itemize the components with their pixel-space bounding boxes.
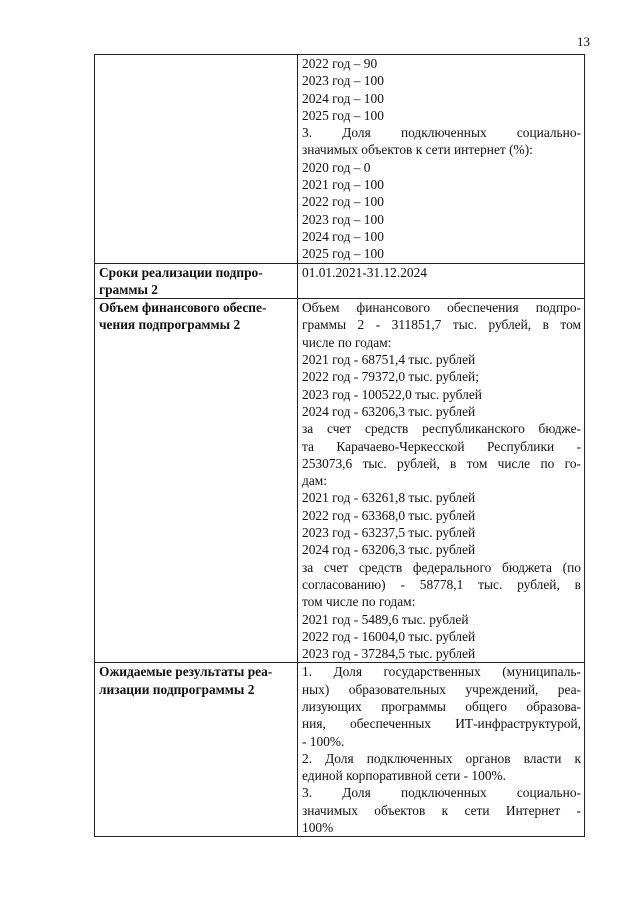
financing-line: числе по годам: — [302, 334, 392, 350]
financing-line: согласованию) - 58778,1 тыс. рублей, в — [302, 576, 581, 592]
financing-label-line: Объем финансового обеспе- — [99, 300, 267, 316]
financing-line: та Карачаево-Черкесской Республики - — [302, 438, 581, 454]
table-row-period — [95, 263, 585, 299]
financing-value-cell — [298, 299, 585, 663]
financing-label-cell — [95, 299, 298, 663]
indicator-year-line: 2022 год – 90 — [302, 56, 378, 71]
indicator-3-title-line: значимых объектов к сети интернет (%): — [302, 142, 533, 158]
financing-line: за счет средств федерального бюджета (по — [302, 559, 581, 575]
financing-line: 2022 год - 79372,0 тыс. рублей; — [302, 369, 479, 385]
results-line: 1. Доля государственных (муниципаль- — [302, 664, 581, 680]
results-line: ных) образовательных учреждений, реа- — [302, 681, 581, 697]
table-row-financing — [95, 299, 585, 663]
results-line: значимых объектов к сети Интернет - — [302, 802, 581, 818]
passport-table — [94, 54, 585, 837]
results-line: лизующих программы общего образова- — [302, 698, 581, 714]
financing-line: 2024 год - 63206,3 тыс. рублей — [302, 403, 476, 419]
period-label-cell — [95, 263, 298, 299]
indicator-year-line: 2024 год – 100 — [302, 228, 384, 244]
results-label-cell — [95, 663, 298, 837]
label-cell-empty — [95, 55, 298, 264]
financing-line: 2022 год - 63368,0 тыс. рублей — [302, 507, 476, 523]
results-line: ния, обеспеченных ИТ-инфраструктурой, — [302, 716, 581, 732]
results-value-cell — [298, 663, 585, 837]
results-line: 3. Доля подключенных социально- — [302, 785, 581, 801]
financing-line: 2023 год - 37284,5 тыс. рублей — [302, 646, 476, 662]
financing-line: 2023 год - 100522,0 тыс. рублей — [302, 386, 482, 402]
financing-line: 253073,6 тыс. рублей, в том числе по го- — [302, 455, 581, 471]
results-label-line: Ожидаемые результаты реа- — [99, 664, 273, 680]
table-row-indicators-continued — [95, 55, 585, 264]
period-value: 01.01.2021-31.12.2024 — [302, 264, 427, 280]
financing-line: том числе по годам: — [302, 594, 416, 610]
indicator-year-line: 2023 год – 100 — [302, 211, 384, 227]
period-value-cell — [298, 263, 585, 299]
results-line: - 100%. — [302, 733, 345, 749]
indicator-year-line: 2021 год – 100 — [302, 177, 384, 193]
indicator-year-line: 2023 год – 100 — [302, 73, 384, 89]
period-label-line: Сроки реализации подпро- — [99, 264, 263, 280]
financing-line: 2024 год - 63206,3 тыс. рублей — [302, 542, 476, 558]
financing-line: 2023 год - 63237,5 тыс. рублей — [302, 525, 476, 541]
indicator-year-line: 2025 год – 100 — [302, 107, 384, 123]
page-number: 13 — [577, 34, 590, 49]
table-row-results — [95, 663, 585, 837]
financing-line: 2022 год - 16004,0 тыс. рублей — [302, 628, 476, 644]
results-line: 2. Доля подключенных органов власти к — [302, 750, 581, 766]
financing-line: 2021 год - 68751,4 тыс. рублей — [302, 352, 476, 368]
financing-line: за счет средств республиканского бюдже- — [302, 421, 581, 437]
indicators-value-cell — [298, 55, 585, 264]
indicator-year-line: 2025 год – 100 — [302, 246, 384, 262]
financing-line: граммы 2 - 311851,7 тыс. рублей, в том — [302, 317, 581, 333]
results-label-line: лизации подпрограммы 2 — [99, 681, 255, 697]
indicator-year-line: 2024 год – 100 — [302, 90, 384, 106]
financing-line: дам: — [302, 473, 327, 489]
financing-label-line: чения подпрограммы 2 — [99, 317, 241, 333]
financing-line: 2021 год - 63261,8 тыс. рублей — [302, 490, 476, 506]
results-line: 100% — [302, 820, 334, 836]
financing-line: 2021 год - 5489,6 тыс. рублей — [302, 611, 469, 627]
financing-line: Объем финансового обеспечения подпро- — [302, 300, 581, 316]
indicator-year-line: 2020 год – 0 — [302, 159, 371, 175]
results-line: единой корпоративной сети - 100%. — [302, 768, 507, 784]
indicator-year-line: 2022 год – 100 — [302, 194, 384, 210]
indicator-3-title-line: 3. Доля подключенных социально- — [302, 125, 581, 141]
period-label-line: граммы 2 — [99, 281, 158, 297]
